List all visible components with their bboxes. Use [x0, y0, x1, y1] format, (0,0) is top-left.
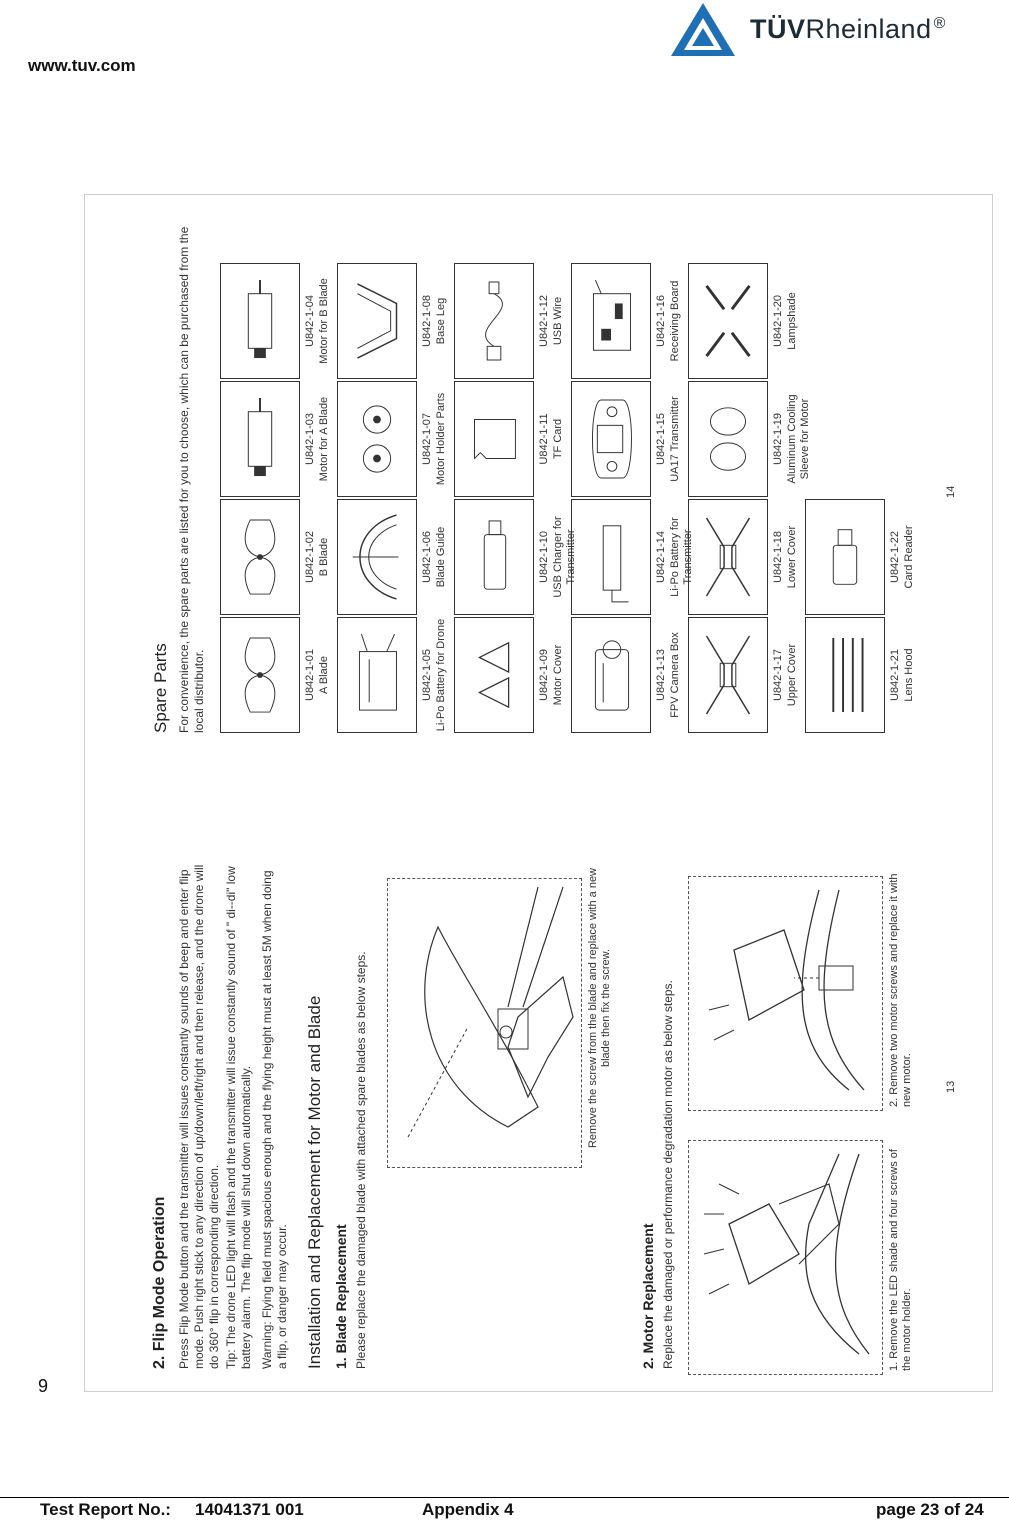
installation-title: Installation and Replacement for Motor and Blade [305, 995, 324, 1369]
drone-frame-icon [689, 618, 767, 732]
drone-frame-icon [689, 500, 767, 614]
spare-part-name: TF Card [552, 418, 564, 460]
spare-part-image [454, 617, 534, 733]
spare-part-code: U842-1-12 [538, 295, 550, 347]
tf-card-icon [455, 382, 533, 496]
usb-cable-icon [455, 264, 533, 378]
footer-report-label: Test Report No.: [40, 1500, 171, 1519]
tuv-logo [668, 0, 998, 60]
motor-icon [221, 382, 299, 496]
spare-part-code: U842-1-03 [304, 413, 316, 465]
spare-part-image [337, 263, 417, 379]
spare-part-code: U842-1-11 [538, 413, 550, 465]
motor-holder-drawing-icon [689, 1141, 882, 1374]
spare-part-code: U842-1-07 [421, 413, 433, 465]
spare-part-code: U842-1-06 [421, 531, 433, 583]
spare-part-code: U842-1-05 [421, 649, 433, 701]
spare-part-code: U842-1-01 [304, 649, 316, 701]
spare-part-code: U842-1-18 [772, 531, 784, 583]
spare-part-item [805, 617, 965, 733]
spare-part-name: Blade Guide [435, 526, 447, 588]
spare-part-image [805, 617, 885, 733]
spare-part-name: Card Reader [903, 525, 915, 589]
spare-part-code: U842-1-04 [304, 295, 316, 347]
circuit-board-icon [572, 264, 650, 378]
spare-part-name: FPV Camera Box [669, 632, 681, 718]
page-index: 9 [38, 1376, 49, 1396]
spare-part-code: U842-1-17 [772, 649, 784, 701]
cooling-sleeve-icon [689, 382, 767, 496]
blade-guard-icon [338, 500, 416, 614]
spare-part-item [805, 499, 965, 615]
spare-part-code: U842-1-22 [889, 531, 901, 583]
motor-replacement-text: Replace the damaged or performance degradation motor as below steps. [661, 980, 675, 1369]
spare-parts-title: Spare Parts [151, 643, 170, 733]
spare-part-name: UA17 Transmitter [669, 396, 681, 482]
blade-replacement-figure [387, 878, 582, 1168]
spare-part-image [688, 499, 768, 615]
motor-step2-caption: 2. Remove two motor screws and replace it with new motor. [888, 873, 913, 1107]
spare-part-image [688, 617, 768, 733]
spare-part-code: U842-1-13 [655, 649, 667, 701]
spare-part-name: A Blade [318, 656, 330, 694]
spare-part-name: Lampshade [786, 292, 798, 350]
footer-report-number: 14041371 001 [195, 1500, 304, 1519]
spare-part-image [337, 617, 417, 733]
spare-part-code: U842-1-15 [655, 413, 667, 465]
spare-part-name: USB Wire [552, 296, 564, 346]
spare-part-image [688, 263, 768, 379]
spare-part-image [571, 381, 651, 497]
spare-part-name: Li-Po Battery for Drone [435, 618, 447, 732]
spare-part-name: Receiving Board [669, 280, 681, 362]
spare-part-code: U842-1-19 [772, 413, 784, 465]
spare-part-image [571, 263, 651, 379]
motor-swap-drawing-icon [689, 877, 882, 1110]
motor-icon [221, 264, 299, 378]
spare-parts-intro: For convenience, the spare parts are listed for you to choose, which can be purchased from the local distributor. [177, 226, 206, 733]
spare-part-code: U842-1-02 [304, 531, 316, 583]
spare-part-image [571, 617, 651, 733]
spare-part-name: Motor Holder Parts [435, 392, 447, 486]
spare-part-image [454, 381, 534, 497]
spare-part-image [220, 381, 300, 497]
blade-replacement-drawing-icon [388, 879, 581, 1167]
blade-pair-icon [221, 618, 299, 732]
blade-pair-icon [221, 500, 299, 614]
blade-replacement-caption: Remove the screw from the blade and replace with a new blade then fix the screw. [587, 867, 612, 1149]
spare-part-name: Lens Hood [903, 648, 915, 702]
right-page-number: 14 [945, 485, 957, 498]
tuv-triangle-icon [668, 0, 738, 60]
spare-part-code: U842-1-20 [772, 295, 784, 347]
motor-replacement-title: 2. Motor Replacement [640, 1223, 656, 1369]
camera-box-icon [572, 618, 650, 732]
spare-part-code: U842-1-09 [538, 649, 550, 701]
spare-part-name: Motor for A Blade [318, 396, 330, 482]
spare-part-image [571, 499, 651, 615]
flip-mode-warning: Warning: Flying field must spacious enough and the flying height must at least 5M when doing a flip, or danger may occur. [260, 870, 289, 1369]
motor-step2-figure [688, 876, 883, 1111]
footer-divider [0, 1497, 1009, 1498]
spare-part-name: Base Leg [435, 297, 447, 345]
flip-mode-tip: Tip: The drone LED light will flash and the transmitter will issue constantly sound of " di--di" low battery alarm. The flip mode will shut down automatically. [224, 866, 253, 1369]
spare-part-name: Motor for B Blade [318, 278, 330, 364]
lens-hood-icon [806, 618, 884, 732]
spare-part-image [220, 617, 300, 733]
logo-wordmark: TÜVRheinland ® [750, 14, 946, 44]
flip-mode-title: 2. Flip Mode Operation [151, 1196, 168, 1369]
site-url: www.tuv.com [28, 56, 136, 75]
spare-part-image [688, 381, 768, 497]
motor-step1-caption: 1. Remove the LED shade and four screws of the motor holder. [888, 1149, 913, 1371]
spare-part-image [337, 499, 417, 615]
spare-part-code: U842-1-14 [655, 531, 667, 583]
spare-part-image [337, 381, 417, 497]
spare-part-name: Upper Cover [786, 643, 798, 707]
spare-part-name: Motor Cover [552, 644, 564, 706]
spare-part-code: U842-1-08 [421, 295, 433, 347]
spare-part-image [220, 499, 300, 615]
manual-spread-frame [84, 194, 993, 1392]
spare-part-name: Aluminum Cooling Sleeve for Motor [786, 394, 811, 484]
battery-icon [572, 500, 650, 614]
left-page-number: 13 [945, 1080, 957, 1093]
spare-part-image [805, 499, 885, 615]
transmitter-icon [572, 382, 650, 496]
spare-part-name: USB Charger for Transmitter [552, 516, 577, 598]
battery-pack-icon [338, 618, 416, 732]
footer-appendix: Appendix 4 [422, 1500, 514, 1519]
spare-part-code: U842-1-21 [889, 649, 901, 701]
spare-part-name: Li-Po Battery for Transmitter [669, 517, 694, 597]
spare-part-item [688, 381, 848, 497]
spare-part-image [454, 263, 534, 379]
motor-holder-icon [338, 382, 416, 496]
spare-part-name: Lower Cover [786, 525, 798, 589]
usb-charger-icon [455, 500, 533, 614]
motor-cover-icon [455, 618, 533, 732]
manual-spread-rotated [85, 195, 993, 1392]
card-reader-icon [806, 500, 884, 614]
lampshade-icon [689, 264, 767, 378]
motor-step1-figure [688, 1140, 883, 1375]
footer-page: page 23 of 24 [876, 1500, 984, 1519]
landing-leg-icon [338, 264, 416, 378]
spare-part-code: U842-1-10 [538, 531, 550, 583]
flip-mode-paragraph-1: Press Flip Mode button and the transmitter will issues constantly sounds of beep and enter flip mode. Push right stick to any direction of up/down/left/right and then release, and the drone will do 360° flip in corresponding direction. [177, 864, 221, 1369]
spare-part-image [220, 263, 300, 379]
spare-part-name: B Blade [318, 537, 330, 577]
blade-replacement-text: Please replace the damaged blade with attached spare blades as below steps. [354, 951, 368, 1369]
spare-part-image [454, 499, 534, 615]
spare-part-item [688, 263, 848, 379]
blade-replacement-title: 1. Blade Replacement [333, 1224, 349, 1369]
spare-part-code: U842-1-16 [655, 295, 667, 347]
